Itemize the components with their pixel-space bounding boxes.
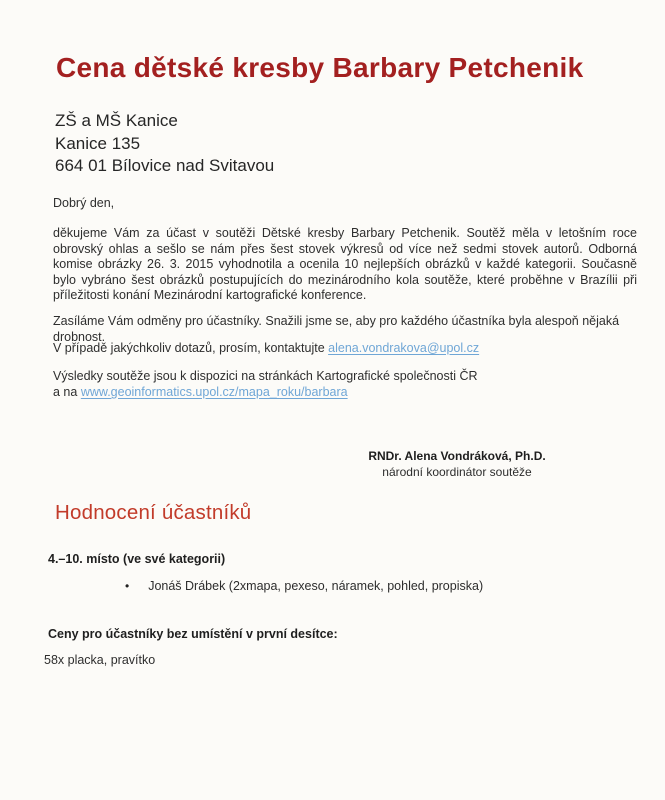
list-item xyxy=(125,579,483,594)
results-url-prefix: a na xyxy=(53,385,81,399)
recipient-school: ZŠ a MŠ Kanice xyxy=(55,111,178,130)
results-text: Výsledky soutěže jsou k dispozici na stránkách Kartografické společnosti ČR xyxy=(53,369,478,383)
rewards-paragraph: Zasíláme Vám odměny pro účastníky. Snažili jsme se, aby pro každého účastníka byla alespoň nějaká drobnost. xyxy=(53,314,620,344)
body-paragraph: děkujeme Vám za účast v soutěži Dětské kresby Barbary Petchenik. Soutěž měla v letošním roce obrovský ohlas a sešlo se nám přes šest stovek výkresů od více než sedmi stovek autorů. Odborná komise obrázky 26. 3. 2015 vyhodnotila a ocenila 10 nejlepších obrázků v každé kategorii. Současně bylo vybráno šest obrázků postupujících do mezinárodního kola soutěže, které proběhne v Brazílii při příležitosti konání Mezinárodní kartografické konference. xyxy=(53,226,637,302)
recipient-address xyxy=(55,110,274,178)
signature-role: národní koordinátor soutěže xyxy=(382,465,532,479)
prizes-text: 58x placka, pravítko xyxy=(44,653,156,667)
evaluation-section-heading: Hodnocení účastníků xyxy=(55,501,252,524)
letter-title: Cena dětské kresby Barbary Petchenik xyxy=(56,52,584,83)
email-link[interactable]: alena.vondrakova@upol.cz xyxy=(328,341,480,355)
recipient-street: Kanice 135 xyxy=(55,133,141,153)
signature-name: RNDr. Alena Vondráková, Ph.D. xyxy=(368,449,546,463)
greeting: Dobrý den, xyxy=(53,196,115,210)
results-url-link[interactable]: www.geoinformatics.upol.cz/mapa_roku/barbara xyxy=(80,385,348,399)
prizes-heading: Ceny pro účastníky bez umístění v první desítce: xyxy=(48,627,338,641)
recipient-city: 664 01 Bílovice nad Svitavou xyxy=(55,156,275,175)
placement-heading: 4.–10. místo (ve své kategorii) xyxy=(48,552,226,566)
bullet-icon: • xyxy=(125,579,130,593)
signature-block xyxy=(352,448,562,480)
participant-prize-text: Jonáš Drábek (2xmapa, pexeso, náramek, pohled, propiska) xyxy=(148,579,484,593)
contact-line xyxy=(53,341,637,357)
results-line xyxy=(53,368,637,400)
contact-prefix: V případě jakýchkoliv dotazů, prosím, kontaktujte xyxy=(53,341,329,355)
